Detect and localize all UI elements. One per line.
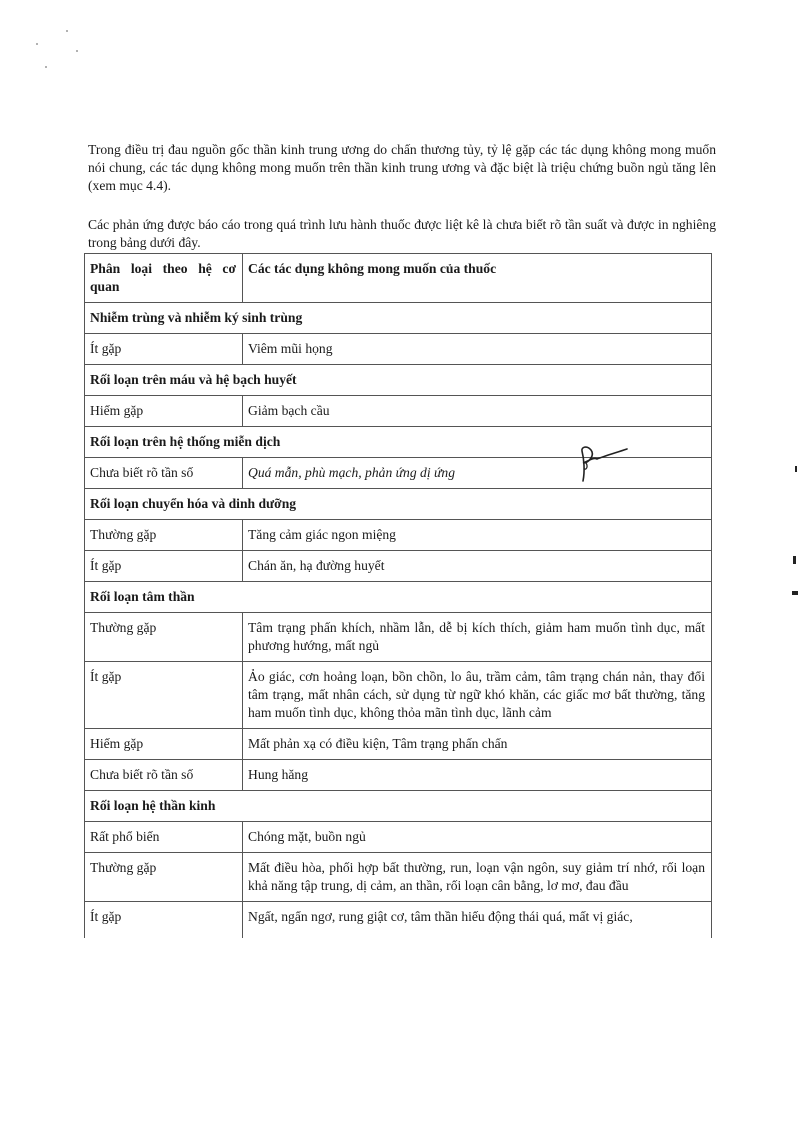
table-row (85, 853, 712, 902)
frequency-cell: Chưa biết rõ tần số (85, 458, 243, 489)
table-row (85, 613, 712, 662)
scan-speck (66, 30, 68, 32)
section-title: Nhiễm trùng và nhiễm ký sinh trùng (85, 303, 712, 334)
frequency-cell: Ít gặp (85, 334, 243, 365)
table-row (85, 520, 712, 551)
intro-paragraph-1: Trong điều trị đau nguồn gốc thần kinh trung ương do chấn thương tủy, tỷ lệ gặp các tác dụng không mong muốn nói chung, các tác dụng không mong muốn trên thần kinh trung ương và đặc biệt là triệu chứng buồn ngủ tăng lên (xem mục 4.4). (88, 142, 716, 193)
section-row (85, 365, 712, 396)
effects-cell: Ảo giác, cơn hoảng loạn, bồn chồn, lo âu, trầm cảm, tâm trạng chán nản, thay đổi tâm trạng, mất nhân cách, sử dụng từ ngữ khó khăn, các giấc mơ bất thường, tăng ham muốn tình dục, không thỏa mãn tình dục, lãnh cảm (243, 662, 712, 729)
effects-cell: Ngất, ngẩn ngơ, rung giật cơ, tâm thần hiếu động thái quá, mất vị giác, (243, 902, 712, 939)
frequency-cell: Ít gặp (85, 551, 243, 582)
section-row (85, 303, 712, 334)
frequency-cell: Hiếm gặp (85, 729, 243, 760)
effects-cell: Tâm trạng phấn khích, nhầm lẫn, dễ bị kích thích, giảm ham muốn tình dục, mất phương hướng, mất ngủ (243, 613, 712, 662)
frequency-cell: Thường gặp (85, 520, 243, 551)
table-row (85, 662, 712, 729)
frequency-cell: Ít gặp (85, 662, 243, 729)
section-row (85, 489, 712, 520)
table-row (85, 902, 712, 939)
frequency-cell: Chưa biết rõ tần số (85, 760, 243, 791)
scan-edge-mark (792, 591, 798, 595)
section-title: Rối loạn trên máu và hệ bạch huyết (85, 365, 712, 396)
effects-cell: Viêm mũi họng (243, 334, 712, 365)
scan-edge-mark (793, 556, 796, 564)
effects-cell: Tăng cảm giác ngon miệng (243, 520, 712, 551)
frequency-cell: Hiếm gặp (85, 396, 243, 427)
adverse-effects-table-body (85, 254, 712, 939)
frequency-cell: Thường gặp (85, 853, 243, 902)
scan-edge-mark (795, 466, 797, 472)
frequency-cell: Ít gặp (85, 902, 243, 939)
header-effects: Các tác dụng không mong muốn của thuốc (243, 254, 712, 303)
intro-paragraph-2: Các phản ứng được báo cáo trong quá trình lưu hành thuốc được liệt kê là chưa biết rõ tần suất và được in nghiêng trong bảng dưới đây. (88, 217, 716, 250)
section-title: Rối loạn hệ thần kinh (85, 791, 712, 822)
effects-cell: Giảm bạch cầu (243, 396, 712, 427)
frequency-cell: Thường gặp (85, 613, 243, 662)
effects-cell: Mất phản xạ có điều kiện, Tâm trạng phấn chấn (243, 729, 712, 760)
section-row (85, 582, 712, 613)
effects-cell: Chóng mặt, buồn ngủ (243, 822, 712, 853)
handwritten-signature (575, 443, 630, 488)
header-organ-class: Phân loại theo hệ cơ quan (85, 254, 243, 303)
table-row (85, 396, 712, 427)
effects-cell: Mất điều hòa, phối hợp bất thường, run, loạn vận ngôn, suy giảm trí nhớ, rối loạn khả năng tập trung, dị cảm, an thần, rối loạn cân bằng, lơ mơ, đau đầu (243, 853, 712, 902)
table-row (85, 551, 712, 582)
table-header-row (85, 254, 712, 303)
effects-cell: Chán ăn, hạ đường huyết (243, 551, 712, 582)
scan-speck (36, 43, 38, 45)
table-row (85, 334, 712, 365)
section-title: Rối loạn trên hệ thống miễn dịch (85, 427, 712, 458)
section-row (85, 791, 712, 822)
section-title: Rối loạn chuyển hóa và dinh dưỡng (85, 489, 712, 520)
effects-cell: Hung hăng (243, 760, 712, 791)
table-row (85, 729, 712, 760)
table-row (85, 822, 712, 853)
scan-speck (45, 66, 47, 68)
adverse-effects-table (84, 253, 712, 938)
frequency-cell: Rất phổ biến (85, 822, 243, 853)
scan-speck (76, 50, 78, 52)
section-title: Rối loạn tâm thần (85, 582, 712, 613)
effects-cell: Quá mẫn, phù mạch, phản ứng dị ứng (243, 458, 712, 489)
table-row (85, 760, 712, 791)
